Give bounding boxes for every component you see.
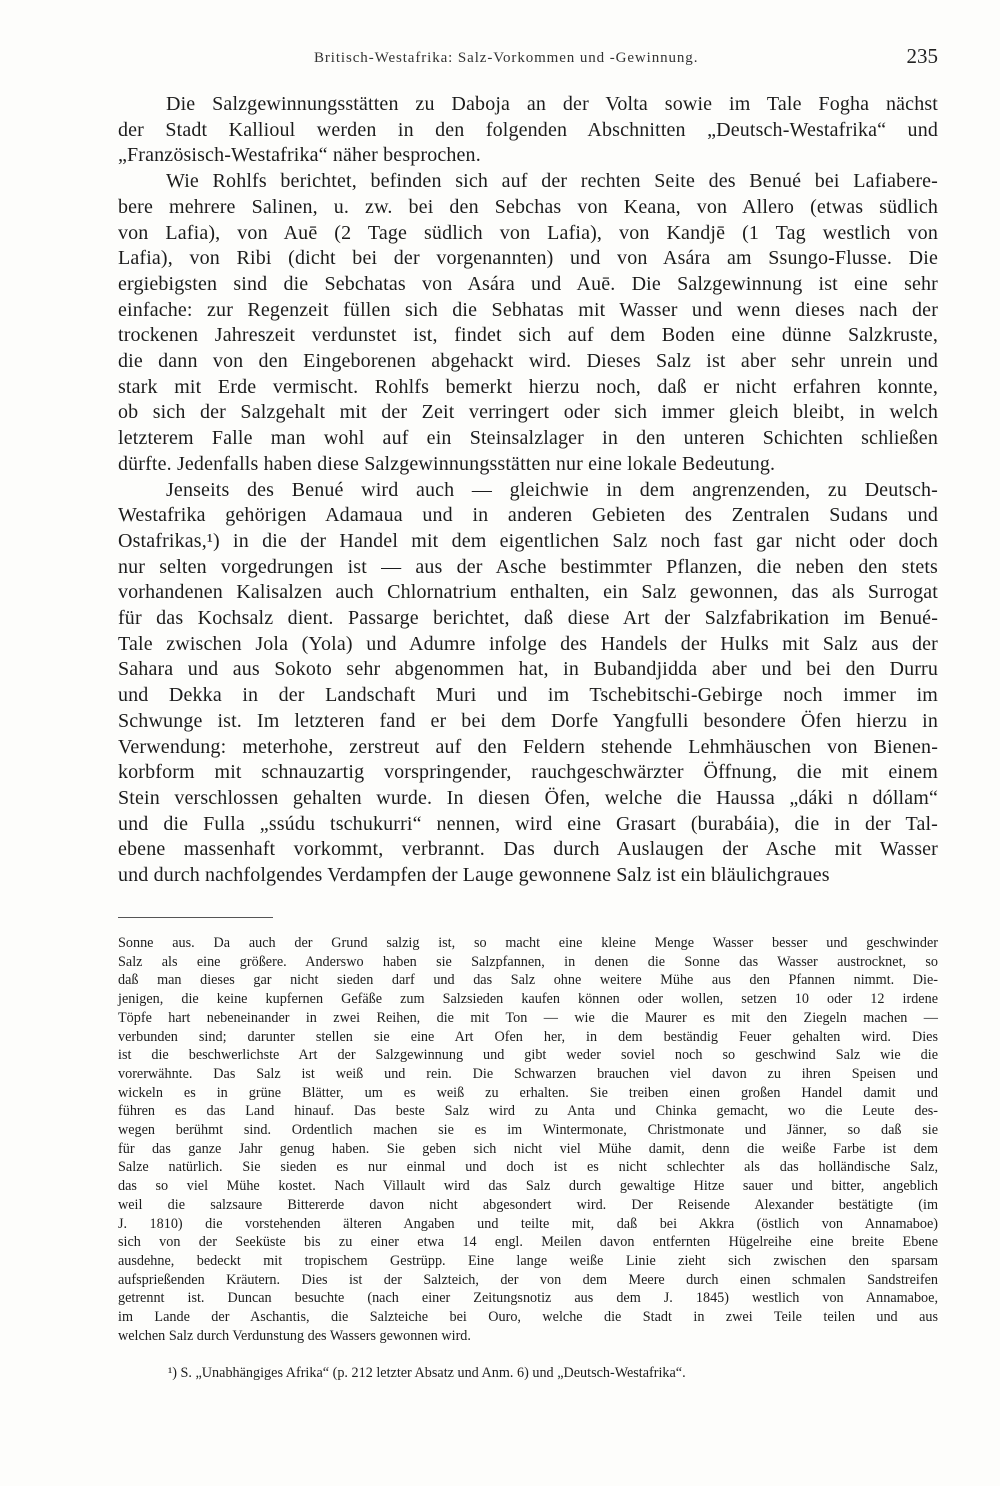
text-line: Verwendung: meterhohe, zerstreut auf den Feldern stehende Lehmhäuschen von Bienen- [118, 735, 938, 758]
text-line: und Dekka in der Landschaft Muri und im Tschebitschi-Gebirge noch immer im [118, 684, 938, 707]
footnote-1: ¹) S. „Unabhängiges Afrika“ (p. 212 letzter Absatz und Anm. 6) und „Deutsch-Westafrika“. [168, 1365, 686, 1381]
note-line: im Lande der Aschantis, die Salzteiche bei Ouro, welche die Stadt in zwei Teile teilen und aus [118, 1309, 938, 1326]
text-line: nur selten vorgedrungen ist — aus der Asche bestimmter Pflanzen, die neben den stets [118, 555, 938, 578]
note-line: J. 1810) die vorstehenden älteren Angaben und teilte mit, daß bei Akkra (östlich von Annamaboe) [118, 1215, 938, 1232]
page-number: 235 [906, 44, 938, 68]
note-line: Töpfe hart nebeneinander in zwei Reihen, die mit Ton — wie die Maurer es mit den Ziegeln machen — [118, 1009, 938, 1026]
note-line: aufsprießenden Kräutern. Dies ist der Salzteich, der von dem Meere durch einen schmalen Sandstreifen [118, 1271, 938, 1288]
continued-footnote-text [118, 934, 938, 1345]
note-line: für das ganze Jahr genug haben. Sie geben sich nicht viel Mühe damit, denn die weiße Farbe ist dem [118, 1140, 938, 1157]
main-text [118, 92, 938, 889]
text-line: und durch nachfolgendes Verdampfen der Lauge gewonnene Salz ist ein bläulichgraues [118, 864, 830, 887]
text-line: „Französisch-Westafrika“ näher besprochen. [118, 144, 481, 167]
note-line: Sonne aus. Da auch der Grund salzig ist, so macht eine kleine Menge Wasser besser und geschwinder [118, 935, 938, 951]
note-line: verbunden sind; darunter stellen sie eine Art Ofen her, in dem beständig Feuer gehalten wird. Dies [118, 1028, 938, 1045]
text-line: ebene massenhaft vorkommt, verbrannt. Das durch Auslaugen der Asche mit Wasser [118, 838, 938, 861]
text-line: und die Fulla „ssúdu tschukurri“ nennen, wird eine Grasart (burabáia), die in der Tal- [118, 812, 938, 835]
text-line: von Lafia), von Auē (2 Tage südlich von Lafia), von Kandjē (1 Tag westlich von [118, 221, 938, 244]
text-line: Lafia), von Ribi (dicht bei der vorgenannten) und von Asára am Ssungo-Flusse. Die [118, 247, 938, 270]
text-line: die dann von den Eingeborenen abgehackt wird. Dieses Salz ist aber sehr unrein und [118, 350, 938, 373]
text-line: Westafrika gehörigen Adamaua und in anderen Gebieten des Zentralen Sudans und [118, 504, 938, 527]
text-line: vorhandenen Kalisalzen auch Chlornatrium enthalten, ein Salz gewonnen, das als Surrogat [118, 581, 938, 604]
text-line: letzterem Falle man wohl auf ein Steinsalzlager in den unteren Schichten schließen [118, 427, 938, 450]
text-line: einfache: zur Regenzeit füllen sich die Sebhatas mit Wasser und wenn dieses nach der [118, 298, 938, 321]
note-line: ist die beschwerlichste Art der Salzgewinnung und gibt weder soviel noch so geschwind Salz wie die [118, 1047, 938, 1064]
note-line: das so viel Mühe kostet. Nach Villault wird das Salz durch gewaltige Hitze sauer und bitter, angeblich [118, 1178, 938, 1195]
note-line: sich von der Seeküste bis zu einer etwa 14 engl. Meilen davon entfernten Hügelreihe eine breite Ebene [118, 1234, 938, 1251]
note-line: getrennt ist. Duncan besuchte (nach einer Zeitungsnotiz aus dem J. 1845) westlich von Annamaboe, [118, 1290, 938, 1307]
text-line: Die Salzgewinnungsstätten zu Daboja an der Volta sowie im Tale Fogha nächst [166, 93, 938, 115]
text-line: bere mehrere Salinen, u. zw. bei den Sebchas von Keana, von Allero (etwas südlich [118, 195, 938, 218]
note-line: Salze natürlich. Sie sieden es nur einmal und doch ist es nicht schlechter als das holländische Salz, [118, 1159, 938, 1176]
running-head: Britisch-Westafrika: Salz-Vorkommen und -Gewinnung. [314, 50, 699, 66]
text-line: Schwunge ist. Im letzteren fand er bei dem Dorfe Yangfulli besondere Öfen hierzu in [118, 709, 938, 732]
text-line: für das Kochsalz dient. Passarge berichtet, daß diese Art der Salzfabrikation im Benué- [118, 607, 938, 630]
text-line: der Stadt Kallioul werden in den folgenden Abschnitten „Deutsch-Westafrika“ und [118, 118, 938, 141]
note-line: Salz als eine größere. Anderswo haben sie Salzpfannen, in denen die Sonne das Wasser austrocknet, so [118, 953, 938, 970]
note-line: wegen berühmt sind. Ordentlich machen sie es im Wintermonate, Christmonate und Jänner, so daß sie [118, 1122, 938, 1139]
text-line: stark mit Erde vermischt. Rohlfs bemerkt hierzu noch, daß er nicht erfahren konnte, [118, 375, 938, 398]
text-line: Stein verschlossen gehalten wurde. In diesen Öfen, welche die Haussa „dáki n dóllam“ [118, 786, 938, 809]
note-line: weil die salzsaure Bittererde davon nicht abgesondert wird. Der Reisende Alexander bestätigte (im [118, 1196, 938, 1213]
note-line: welchen Salz durch Verdunstung des Wassers gewonnen wird. [118, 1327, 471, 1344]
text-line: trockenen Jahreszeit verdunstet ist, findet sich auf dem Boden eine dünne Salzkruste, [118, 324, 938, 347]
note-line: wickeln es in grüne Blätter, um es weiß zu erhalten. Sie treiben einen großen Handel damit und [118, 1084, 938, 1101]
text-line: ob sich der Salzgehalt mit der Zeit verringert oder sich immer gleich bleibt, in welch [118, 401, 938, 424]
text-line: Wie Rohlfs berichtet, befinden sich auf der rechten Seite des Benué bei Lafiabere- [166, 170, 938, 193]
text-line: Jenseits des Benué wird auch — gleichwie in dem angrenzenden, zu Deutsch- [166, 478, 938, 501]
note-line: führen es das Land hinauf. Das beste Salz wird zu Anta und Chinka gemacht, wo die Leute des- [118, 1103, 938, 1120]
text-line: korbform mit schnauzartig vorspringender, rauchgeschwärzter Öffnung, die mit einem [118, 761, 938, 784]
note-line: daß man dieses gar nicht sieden darf und das Salz ohne weitere Mühe aus den Pfannen nimmt. Die- [118, 972, 938, 989]
text-line: ergiebigsten sind die Sebchatas von Asára und Auē. Die Salzgewinnung ist eine sehr [118, 272, 938, 295]
note-line: jenigen, die keine kupfernen Gefäße zum Salzsieden kaufen können oder wollen, setzen 10 oder 12 irdene [118, 991, 938, 1008]
footnote-separator [118, 917, 273, 918]
text-line: Ostafrikas,¹) in die der Handel mit dem eigentlichen Salz noch fast gar nicht oder doch [118, 529, 938, 552]
note-line: ausdehne, bedeckt mit tropischem Gestrüpp. Eine lange weiße Linie zieht sich zwischen den sparsam [118, 1252, 938, 1269]
text-line: dürfte. Jedenfalls haben diese Salzgewinnungsstätten nur eine lokale Bedeutung. [118, 452, 776, 475]
text-line: Tale zwischen Jola (Yola) und Adumre infolge des Handels der Hulks mit Salz aus der [118, 632, 938, 655]
text-line: Sahara und aus Sokoto sehr abgenommen hat, in Bubandjidda aber und bei den Durru [118, 658, 938, 681]
page-header [118, 44, 938, 74]
note-line: vorerwähnte. Das Salz ist weiß und rein. Die Schwarzen brauchen viel davon zu ihren Speisen und [118, 1065, 938, 1082]
